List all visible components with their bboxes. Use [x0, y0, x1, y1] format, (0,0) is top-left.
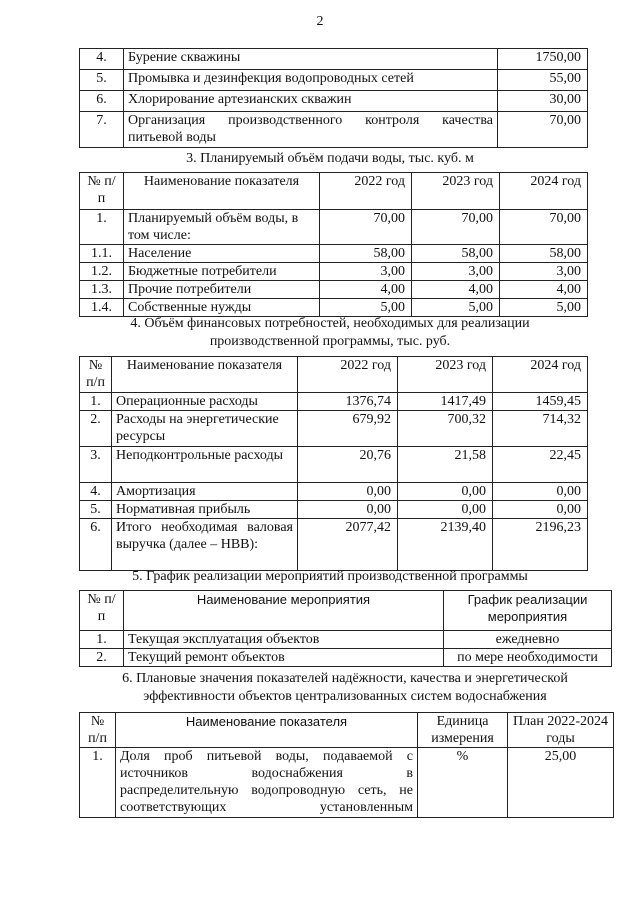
row-name: Планируемый объём воды, в том числе:	[124, 210, 320, 245]
row-value-2023: 5,00	[412, 299, 500, 317]
row-value-2023: 21,58	[398, 447, 493, 483]
row-value-2024: 58,00	[500, 245, 588, 263]
row-value-2023: 70,00	[412, 210, 500, 245]
row-value-2023: 3,00	[412, 263, 500, 281]
row-value: 1750,00	[498, 49, 588, 70]
section-4-title-line1: 4. Объём финансовых потребностей, необходимых для реализации	[130, 316, 530, 331]
row-number: 4.	[80, 483, 112, 501]
header-name: Наименование показателя	[116, 713, 418, 748]
row-value: 30,00	[498, 91, 588, 112]
page-number: 2	[316, 14, 324, 29]
row-value-2022: 3,00	[320, 263, 412, 281]
header-number: № п/п	[80, 173, 124, 210]
section-6-title-line1: 6. Плановые значения показателей надёжности, качества и энергетической	[122, 671, 568, 686]
row-name: Промывка и дезинфекция водопроводных сетей	[124, 70, 498, 91]
table-row	[80, 631, 612, 649]
row-number: 1.	[80, 631, 124, 649]
row-number: 1.2.	[80, 263, 124, 281]
table-header-row	[80, 173, 588, 210]
row-value: 55,00	[498, 70, 588, 91]
header-year-2022: 2022 год	[320, 173, 412, 210]
row-value-2022: 58,00	[320, 245, 412, 263]
row-number: 1.3.	[80, 281, 124, 299]
measures-table-continued	[79, 48, 588, 148]
row-name: Бюджетные потребители	[124, 263, 320, 281]
row-value-2024: 0,00	[493, 483, 588, 501]
table-row	[80, 501, 588, 519]
row-number: 1.	[80, 393, 112, 411]
header-plan: План 2022-2024 годы	[508, 713, 614, 748]
row-number: 1.	[80, 210, 124, 245]
row-number: 7.	[80, 112, 124, 148]
row-name: Собственные нужды	[124, 299, 320, 317]
table-row	[80, 210, 588, 245]
header-year-2023: 2023 год	[398, 357, 493, 393]
row-name: Население	[124, 245, 320, 263]
section-4-title-line2: производственной программы, тыс. руб.	[209, 334, 451, 349]
row-value-2024: 5,00	[500, 299, 588, 317]
row-name: Нормативная прибыль	[112, 501, 298, 519]
table-row	[80, 411, 588, 447]
row-value-2024: 1459,45	[493, 393, 588, 411]
row-value-2022: 1376,74	[298, 393, 398, 411]
row-number: 4.	[80, 49, 124, 70]
header-name: Наименование мероприятия	[124, 591, 444, 631]
row-name: Бурение скважины	[124, 49, 498, 70]
row-value-2024: 0,00	[493, 501, 588, 519]
row-number: 2.	[80, 411, 112, 447]
table-header-row	[80, 713, 614, 748]
row-name: Амортизация	[112, 483, 298, 501]
row-value-2022: 0,00	[298, 483, 398, 501]
table-row	[80, 91, 588, 112]
row-value-2023: 0,00	[398, 501, 493, 519]
row-number: 6.	[80, 91, 124, 112]
header-year-2022: 2022 год	[298, 357, 398, 393]
row-value-2022: 679,92	[298, 411, 398, 447]
row-name: Прочие потребители	[124, 281, 320, 299]
schedule-table	[79, 590, 612, 667]
table-row	[80, 49, 588, 70]
row-value-2024: 714,32	[493, 411, 588, 447]
row-unit: %	[418, 748, 508, 818]
row-name: Итого необходимая валовая выручка (далее – НВВ):	[112, 519, 298, 571]
table-row	[80, 483, 588, 501]
row-name: Операционные расходы	[112, 393, 298, 411]
header-unit: Единица измерения	[418, 713, 508, 748]
row-value-2024: 70,00	[500, 210, 588, 245]
row-value: 70,00	[498, 112, 588, 148]
section-3-title: 3. Планируемый объём подачи воды, тыс. куб. м	[186, 151, 474, 166]
table-row	[80, 263, 588, 281]
header-name: Наименование показателя	[124, 173, 320, 210]
row-value-2023: 0,00	[398, 483, 493, 501]
table-row	[80, 70, 588, 91]
row-name: Доля проб питьевой воды, подаваемой с источников водоснабжения в распределительную водопроводную сеть, не соответствующих установленным	[116, 748, 418, 818]
header-number: № п/п	[80, 357, 112, 393]
row-name: Текущая эксплуатация объектов	[124, 631, 444, 649]
table-row	[80, 281, 588, 299]
section-4-title	[70, 315, 590, 351]
table-row	[80, 112, 588, 148]
table-row	[80, 245, 588, 263]
row-number: 3.	[80, 447, 112, 483]
row-number: 5.	[80, 70, 124, 91]
row-number: 2.	[80, 649, 124, 667]
row-value-2022: 4,00	[320, 281, 412, 299]
row-name: Текущий ремонт объектов	[124, 649, 444, 667]
row-value-2023: 58,00	[412, 245, 500, 263]
row-value-2024: 4,00	[500, 281, 588, 299]
row-value-2024: 2196,23	[493, 519, 588, 571]
water-volume-table	[79, 172, 588, 317]
row-value-2024: 3,00	[500, 263, 588, 281]
table-row	[80, 519, 588, 571]
row-value-2024: 22,45	[493, 447, 588, 483]
row-name: Неподконтрольные расходы	[112, 447, 298, 483]
header-number: № п/п	[80, 713, 116, 748]
row-plan: 25,00	[508, 748, 614, 818]
row-name: Расходы на энергетические ресурсы	[112, 411, 298, 447]
row-value-2022: 70,00	[320, 210, 412, 245]
row-value-2022: 0,00	[298, 501, 398, 519]
table-row	[80, 649, 612, 667]
row-value-2023: 700,32	[398, 411, 493, 447]
row-number: 1.4.	[80, 299, 124, 317]
row-schedule: по мере необходимости	[444, 649, 612, 667]
row-name: Организация производственного контроля качества питьевой воды	[124, 112, 498, 148]
table-row	[80, 393, 588, 411]
row-value-2022: 2077,42	[298, 519, 398, 571]
row-value-2023: 2139,40	[398, 519, 493, 571]
section-6-title	[80, 670, 610, 706]
table-row	[80, 299, 588, 317]
indicators-table	[79, 712, 614, 818]
section-5-title: 5. График реализации мероприятий производственной программы	[132, 569, 528, 584]
row-value-2022: 5,00	[320, 299, 412, 317]
row-number: 5.	[80, 501, 112, 519]
table-row	[80, 447, 588, 483]
header-year-2023: 2023 год	[412, 173, 500, 210]
header-name: Наименование показателя	[112, 357, 298, 393]
table-header-row	[80, 591, 612, 631]
row-name: Хлорирование артезианских скважин	[124, 91, 498, 112]
header-number: № п/п	[80, 591, 124, 631]
row-number: 1.	[80, 748, 116, 818]
header-year-2024: 2024 год	[500, 173, 588, 210]
row-value-2023: 4,00	[412, 281, 500, 299]
row-value-2023: 1417,49	[398, 393, 493, 411]
row-number: 6.	[80, 519, 112, 571]
table-row	[80, 748, 614, 818]
header-year-2024: 2024 год	[493, 357, 588, 393]
section-6-title-line2: эффективности объектов централизованных систем водоснабжения	[143, 689, 547, 704]
table-header-row	[80, 357, 588, 393]
row-schedule: ежедневно	[444, 631, 612, 649]
row-value-2022: 20,76	[298, 447, 398, 483]
financial-needs-table	[79, 356, 588, 571]
row-number: 1.1.	[80, 245, 124, 263]
header-schedule: График реализации мероприятия	[444, 591, 612, 631]
